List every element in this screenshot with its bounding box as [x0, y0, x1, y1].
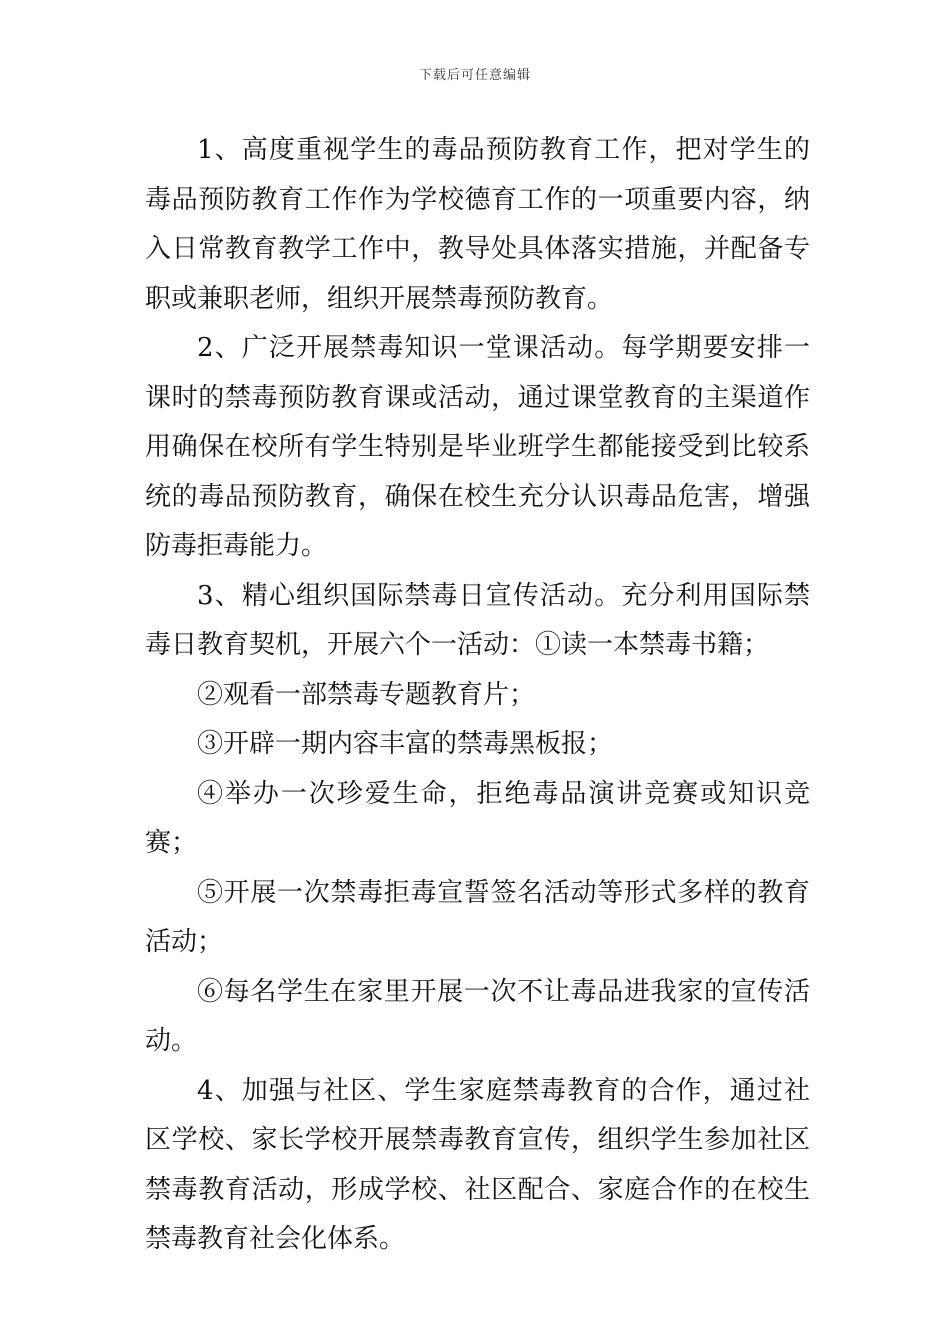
paragraph-3: 3、精心组织国际禁毒日宣传活动。充分利用国际禁毒日教育契机，开展六个一活动：①读一本禁毒书籍；: [145, 580, 810, 660]
paragraph-3-item-6: ⑥每名学生在家里开展一次不让毒品进我家的宣传活动。: [145, 976, 810, 1056]
document-body: [145, 126, 810, 1265]
paragraph-3-item-3: ③开辟一期内容丰富的禁毒黑板报；: [197, 729, 614, 759]
paragraph-3-item-4: ④举办一次珍爱生命，拒绝毒品演讲竞赛或知识竞赛；: [145, 778, 810, 858]
paragraph-3-item-5: ⑤开展一次禁毒拒毒宣誓签名活动等形式多样的教育活动；: [145, 877, 810, 957]
paragraph-3-item-2: ②观看一部禁毒专题教育片；: [197, 679, 536, 710]
paragraph-1: 1、高度重视学生的毒品预防教育工作，把对学生的毒品预防教育工作作为学校德育工作的一项重要内容，纳入日常教育教学工作中，教导处具体落实措施，并配备专职或兼职老师，组织开展禁毒预防教育。: [145, 135, 810, 314]
paragraph-2: 2、广泛开展禁毒知识一堂课活动。每学期要安排一课时的禁毒预防教育课或活动，通过课堂教育的主渠道作用确保在校所有学生特别是毕业班学生都能接受到比较系统的毒品预防教育，确保在校生充分认识毒品危害，增强防毒拒毒能力。: [145, 333, 810, 561]
page-header: 下载后可任意编辑: [418, 68, 531, 83]
paragraph-4: 4、加强与社区、学生家庭禁毒教育的合作，通过社区学校、家长学校开展禁毒教育宣传，组织学生参加社区禁毒教育活动，形成学校、社区配合、家庭合作的在校生禁毒教育社会化体系。: [145, 1075, 810, 1254]
